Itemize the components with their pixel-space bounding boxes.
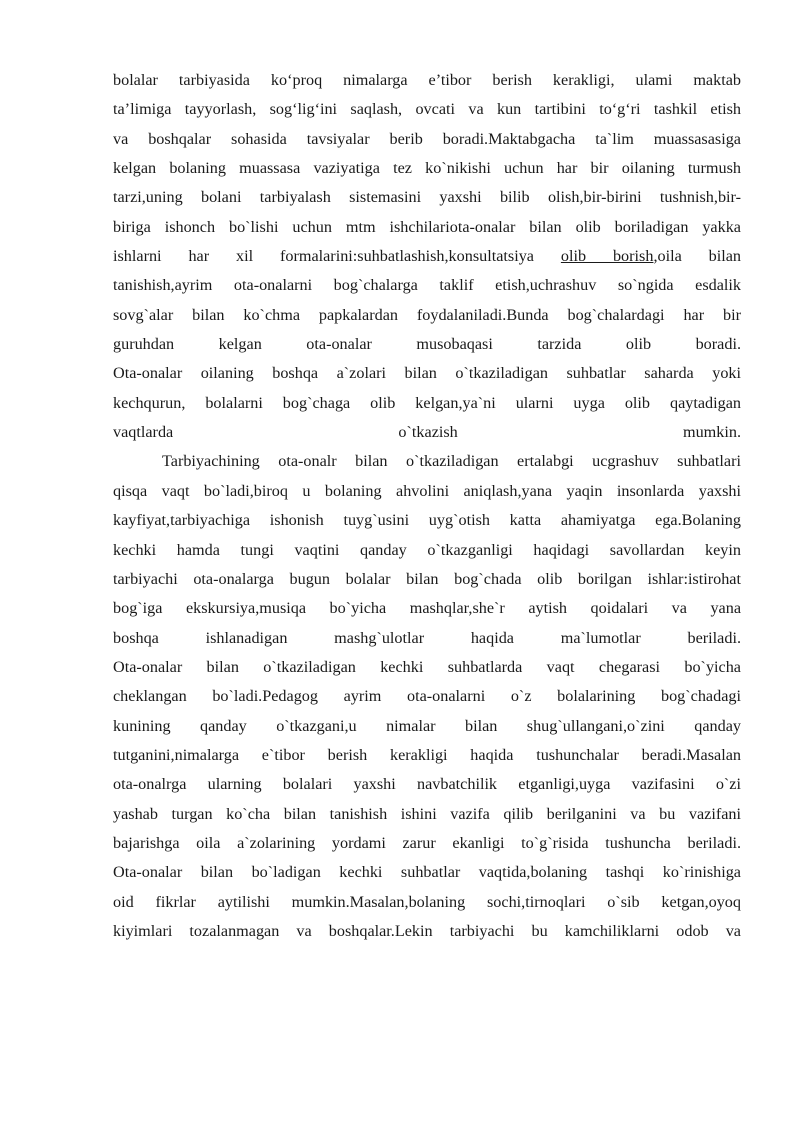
text-line: Ota-onalar bilan bo`ladigan kechki suhbatlar vaqtida,bolaning tashqi ko`rinishiga (113, 863, 741, 882)
text-line: kayfiyat,tarbiyachiga ishonish tuyg`usini uyg`otish katta ahamiyatga ega.Bolaning (113, 511, 741, 530)
text-line: kelgan bolaning muassasa vaziyatiga tez ko`nikishi uchun har bir oilaning turmush (113, 159, 741, 178)
underlined-phrase: olib borish (560, 247, 654, 266)
text-line: ta’limiga tayyorlash, sog‘lig‘ini saqlash, ovcati va kun tartibini to‘g‘ri tashkil etish (113, 100, 741, 119)
text-line: kechki hamda tungi vaqtini qanday o`tkazganligi haqidagi savollardan keyin (113, 540, 741, 559)
text-line: vaqtlarda o`tkazish mumkin. (113, 423, 741, 442)
text-line: bajarishga oila a`zolarining yordami zarur ekanligi to`g`risida tushuncha beriladi. (113, 833, 741, 852)
text-line: cheklangan bo`ladi.Pedagog ayrim ota-onalarni o`z bolalarining bog`chadagi (113, 687, 741, 706)
text-line: Ota-onalar oilaning boshqa a`zolari bilan o`tkaziladigan suhbatlar saharda yoki (113, 364, 741, 383)
text-line: Ota-onalar bilan o`tkaziladigan kechki suhbatlarda vaqt chegarasi bo`yicha (113, 657, 741, 676)
text-line: kunining qanday o`tkazgani,u nimalar bilan shug`ullangani,o`zini qanday (113, 716, 741, 735)
text-line: bolalar tarbiyasida ko‘proq nimalarga e’tibor berish kerakligi, ulami maktab (113, 71, 741, 89)
text-line: kiyimlari tozalanmagan va boshqalar.Lekin tarbiyachi bu kamchiliklarni odob va (113, 921, 741, 940)
text-line: tutganini,nimalarga e`tibor berish kerakligi haqida tushunchalar beradi.Masalan (113, 745, 741, 764)
body-text (113, 66, 741, 946)
text-line: tanishish,ayrim ota-onalarni bog`chalarga taklif etish,uchrashuv so`ngida esdalik (113, 276, 741, 295)
text-line: tarzi,uning bolani tarbiyalash sistemasini yaxshi bilib olish,bir-birini tushnish,bir- (113, 188, 741, 207)
text-line: bog`iga ekskursiya,musiqa bo`yicha mashqlar,she`r aytish qoidalari va yana (113, 599, 741, 618)
text-line: boshqa ishlanadigan mashg`ulotlar haqida ma`lumotlar beriladi. (113, 628, 741, 647)
text-line: tarbiyachi ota-onalarga bugun bolalar bilan bog`chada olib borilgan ishlar:istirohat (113, 569, 741, 588)
text-line: oid fikrlar aytilishi mumkin.Masalan,bolaning sochi,tirnoqlari o`sib ketgan,oyoq (113, 892, 741, 911)
text-line (113, 242, 741, 271)
text-segment: ishlarni har xil formalarini:suhbatlashish,konsultatsiya (113, 247, 561, 266)
text-line: guruhdan kelgan ota-onalar musobaqasi tarzida olib boradi. (113, 335, 741, 354)
text-line: va boshqalar sohasida tavsiyalar berib boradi.Maktabgacha ta`lim muassasasiga (113, 129, 741, 148)
text-segment: ,oila bilan (653, 247, 742, 266)
text-line: ota-onalrga ularning bolalari yaxshi navbatchilik etganligi,uyga vazifasini o`zi (113, 775, 741, 794)
text-line: yashab turgan ko`cha bilan tanishish ishini vazifa qilib berilganini va bu vazifani (113, 804, 741, 823)
text-line: qisqa vaqt bo`ladi,biroq u bolaning ahvolini aniqlash,yana yaqin insonlarda yaxshi (113, 481, 741, 500)
text-line: kechqurun, bolalarni bog`chaga olib kelgan,ya`ni ularni uyga olib qaytadigan (113, 393, 741, 412)
text-line: sovg`alar bilan ko`chma papkalardan foydalaniladi.Bunda bog`chalardagi har bir (113, 305, 741, 324)
paragraph-first-line: Tarbiyachining ota-onalr bilan o`tkaziladigan ertalabgi ucgrashuv suhbatlari (162, 452, 741, 471)
text-line: biriga ishonch bo`lishi uchun mtm ishchilariota-onalar bilan olib boriladigan yakka (113, 217, 741, 236)
